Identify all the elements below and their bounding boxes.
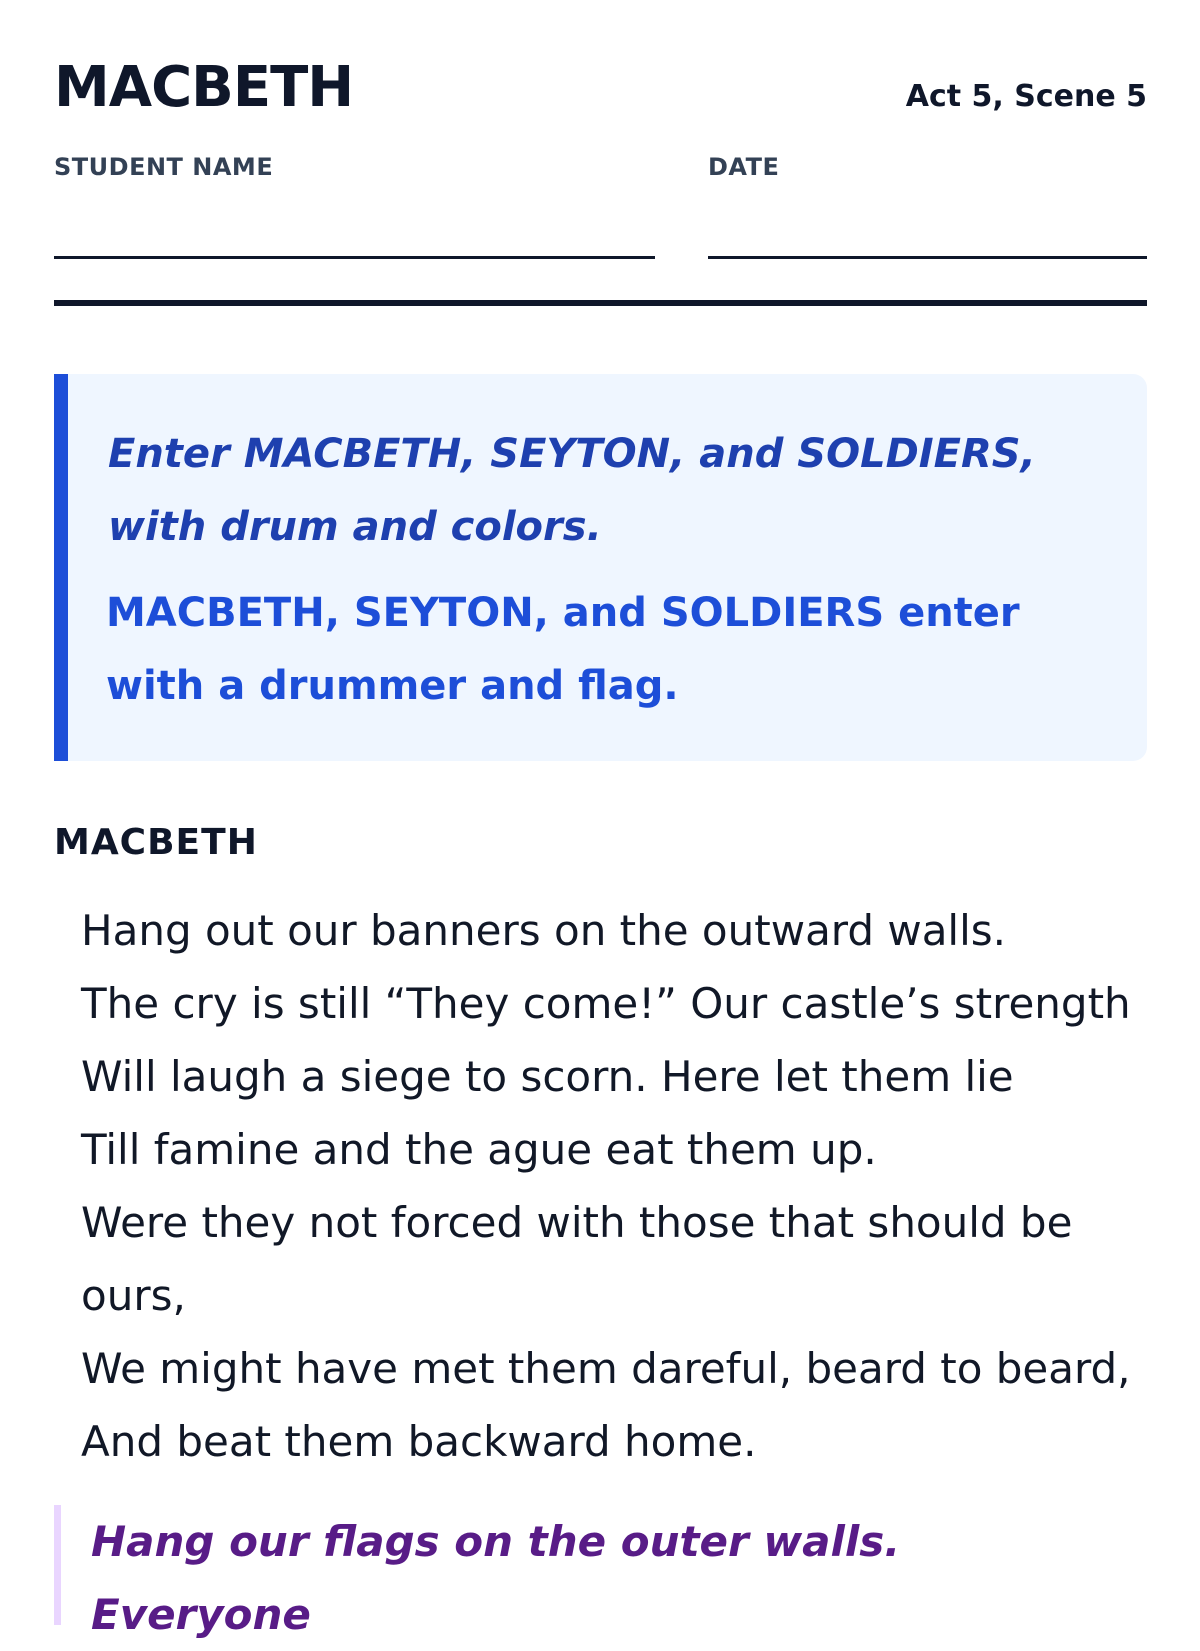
play-title: MACBETH	[54, 55, 354, 120]
verse-line: And beat them backward home.	[81, 1417, 757, 1466]
stage-direction-modern: MACBETH, SEYTON, and SOLDIERS enter with a drummer and flag.	[106, 590, 1020, 709]
header-divider	[54, 300, 1147, 306]
verse-line: Were they not forced with those that should be ours,	[81, 1198, 1073, 1320]
date-field[interactable]	[708, 256, 1147, 259]
verse-line: Till famine and the ague eat them up.	[81, 1125, 877, 1174]
student-name-label: STUDENT NAME	[54, 153, 274, 181]
date-label: DATE	[708, 153, 780, 181]
worksheet-header	[54, 50, 1147, 130]
verse-line: Hang out our banners on the outward walls.	[81, 906, 1007, 955]
verse-line: The cry is still “They come!” Our castle’s strength	[81, 979, 1131, 1028]
verse-line: Will laugh a siege to scorn. Here let them lie	[81, 1052, 1014, 1101]
modern-translation-text: Hang our flags on the outer walls. Everyone	[91, 1517, 901, 1639]
stage-direction-original: Enter MACBETH, SEYTON, and SOLDIERS, with drum and colors.	[108, 431, 1036, 550]
modern-translation-block	[54, 1505, 1147, 1639]
verse-line: We might have met them dareful, beard to beard,	[81, 1344, 1131, 1393]
student-name-field[interactable]	[54, 256, 655, 259]
speaker-name: MACBETH	[54, 822, 258, 863]
verse-text	[81, 894, 1147, 1478]
stage-direction-box	[54, 374, 1147, 761]
scene-label: Act 5, Scene 5	[905, 79, 1147, 114]
worksheet-page	[54, 0, 1147, 1639]
